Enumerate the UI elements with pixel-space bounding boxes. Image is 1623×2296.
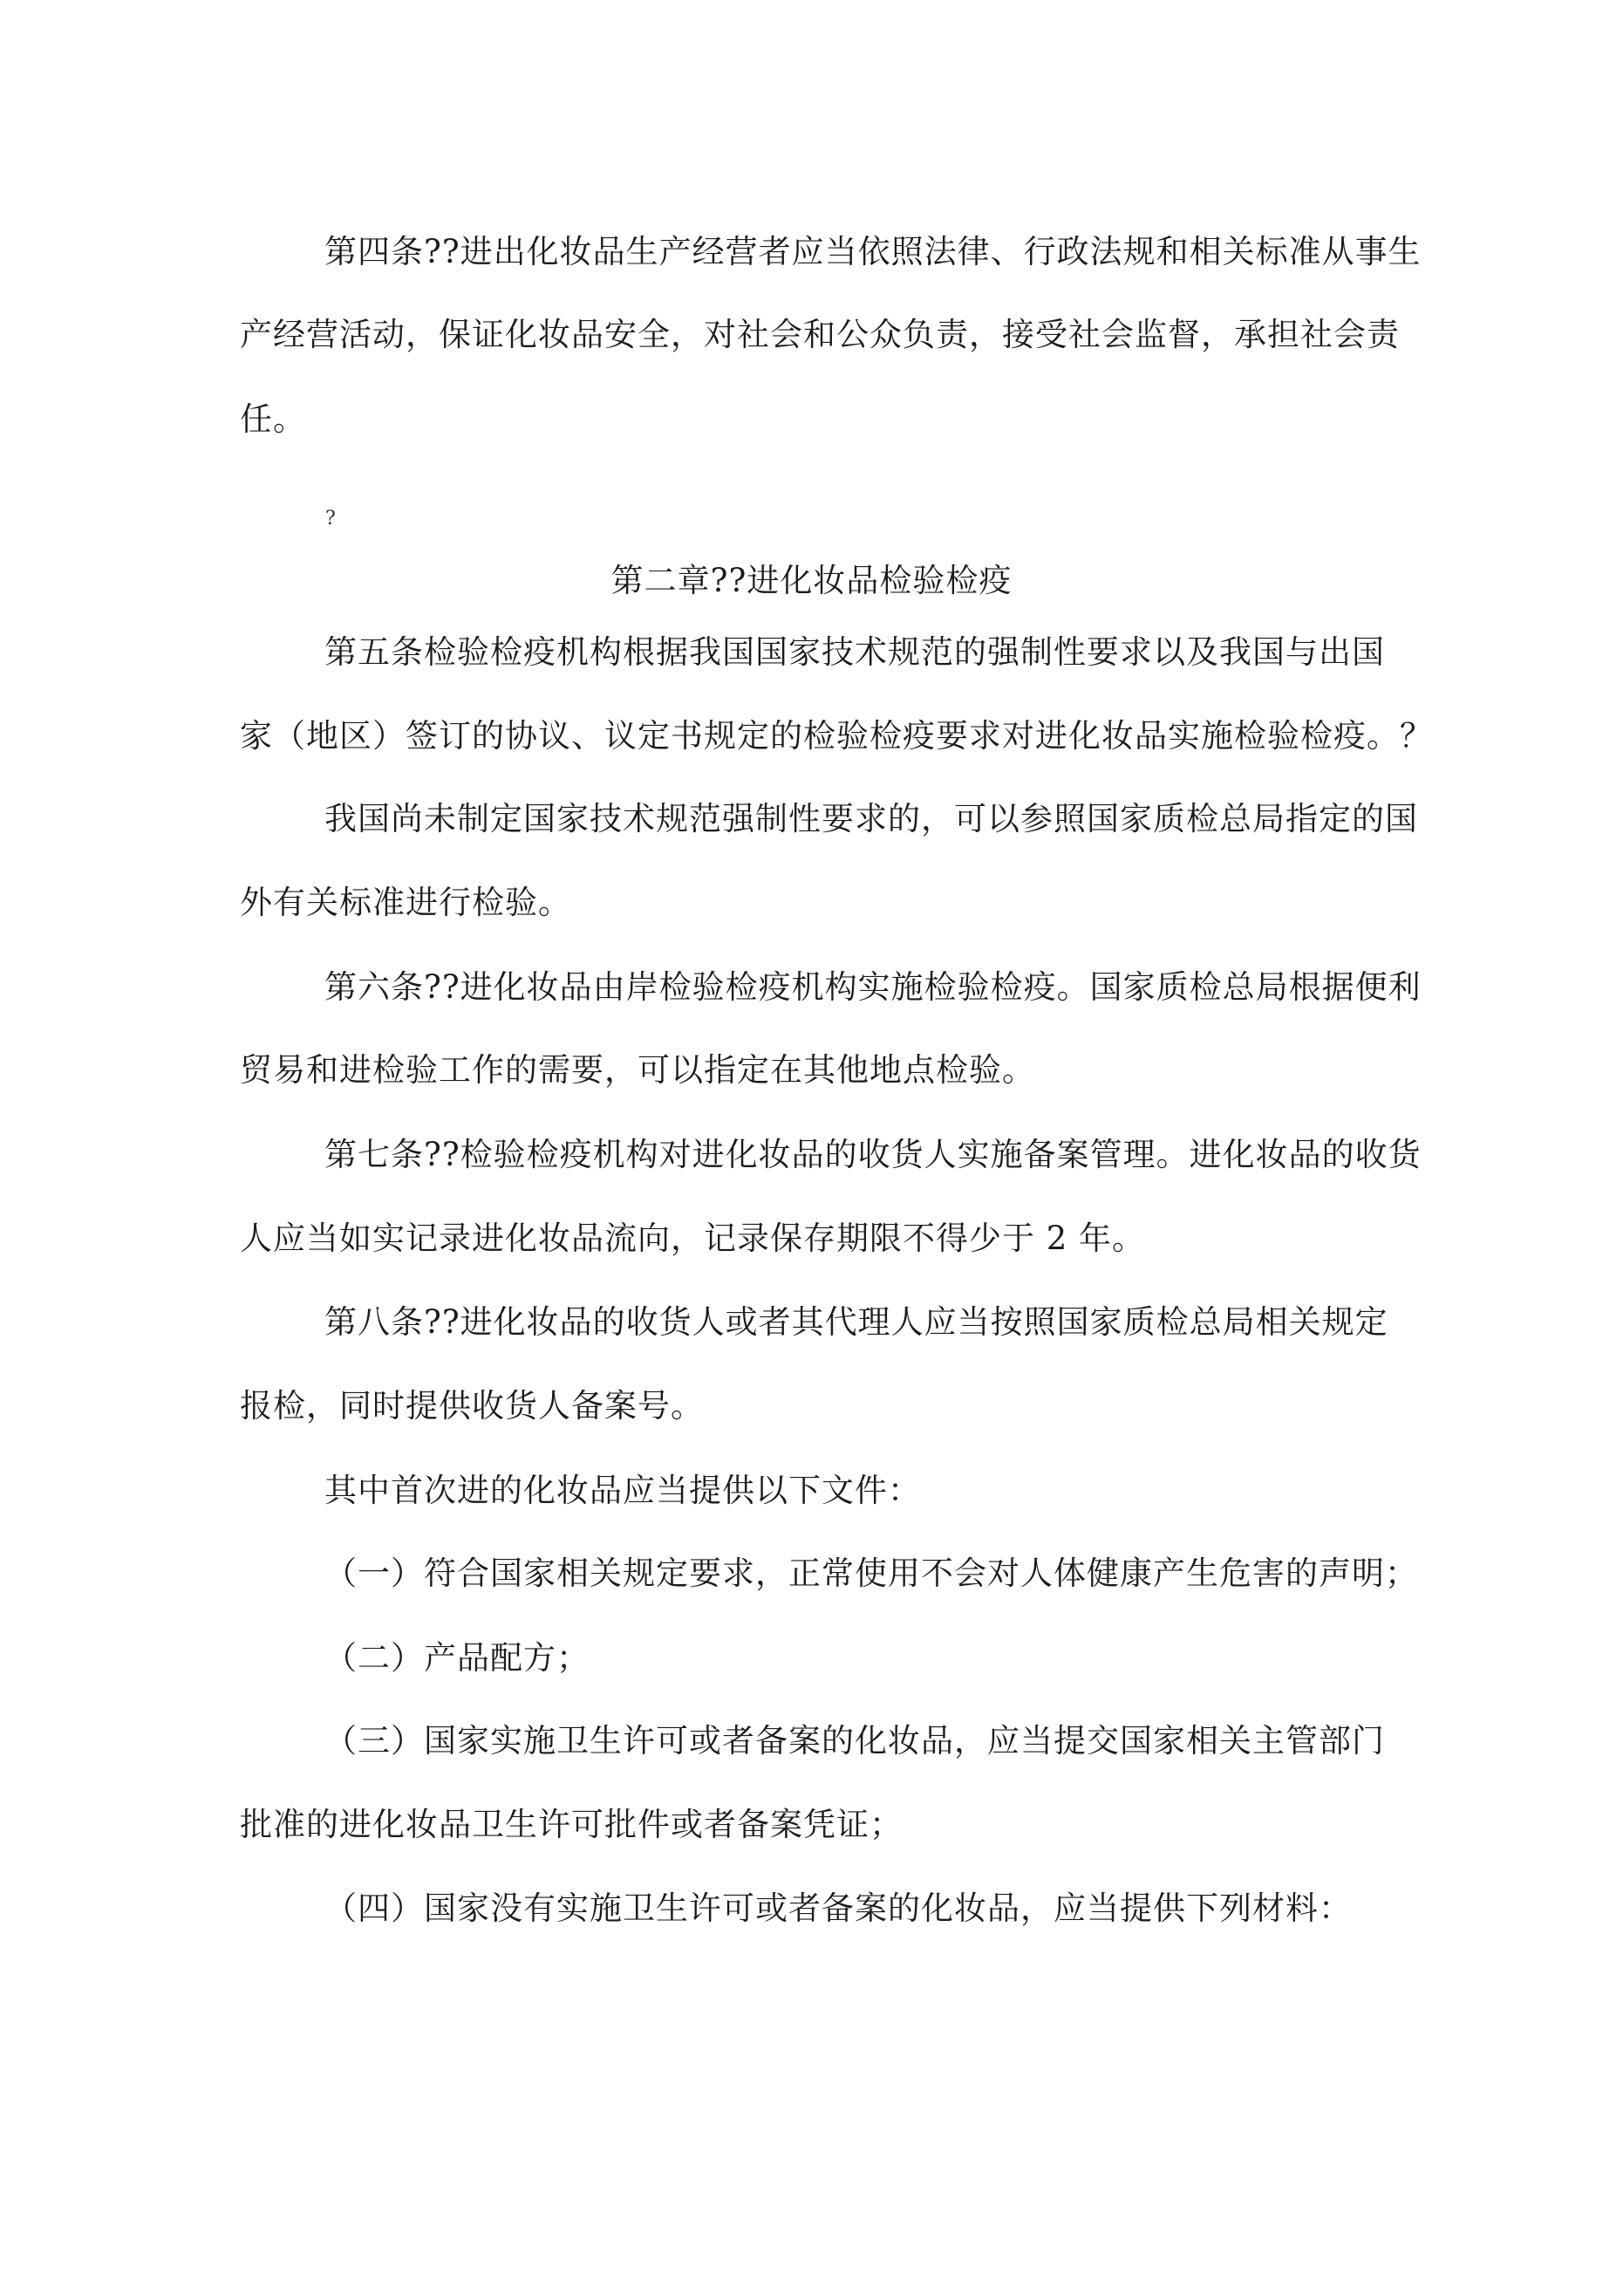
list-item-3-line-2: 批准的进化妆品卫生许可批件或者备案凭证；: [240, 1806, 903, 1843]
list-item-3-line-1: （三）国家实施卫生许可或者备案的化妆品，应当提交国家相关主管部门: [324, 1722, 1385, 1760]
article-8-line-2: 报检，同时提供收货人备案号。: [240, 1387, 704, 1425]
article-4-line-3: 任。: [240, 400, 306, 438]
list-item-1: （一）符合国家相关规定要求，正常使用不会对人体健康产生危害的声明；: [324, 1555, 1418, 1592]
list-item-2: （二）产品配方；: [324, 1639, 590, 1677]
article-4-line-2: 产经营活动，保证化妆品安全，对社会和公众负责，接受社会监督，承担社会责: [240, 316, 1400, 353]
article-6-line-2: 贸易和进检验工作的需要，可以指定在其他地点检验。: [240, 1051, 1035, 1089]
stray-question-mark: ?: [325, 508, 336, 530]
article-7-line-2: 人应当如实记录进化妆品流向，记录保存期限不得少于 2 年。: [240, 1220, 1146, 1257]
article-5-para-2-line-2: 外有关标准进行检验。: [240, 884, 571, 921]
article-5-line-1: 第五条检验检疫机构根据我国国家技术规范的强制性要求以及我国与出国: [324, 633, 1385, 671]
chapter-heading: 第二章??进化妆品检验检疫: [610, 562, 1013, 599]
list-item-4: （四）国家没有实施卫生许可或者备案的化妆品，应当提供下列材料：: [324, 1889, 1352, 1927]
article-8-para-2: 其中首次进的化妆品应当提供以下文件：: [324, 1472, 921, 1509]
article-6-line-1: 第六条??进化妆品由岸检验检疫机构实施检验检疫。国家质检总局根据便利: [324, 968, 1422, 1006]
article-4-line-1: 第四条??进出化妆品生产经营者应当依照法律、行政法规和相关标准从事生: [324, 233, 1422, 270]
article-5-line-2: 家（地区）签订的协议、议定书规定的检验检疫要求对进化妆品实施检验检疫。？: [240, 717, 1433, 755]
article-7-line-1: 第七条??检验检疫机构对进化妆品的收货人实施备案管理。进化妆品的收货: [324, 1136, 1422, 1173]
article-8-line-1: 第八条??进化妆品的收货人或者其代理人应当按照国家质检总局相关规定: [324, 1303, 1388, 1341]
article-5-para-2-line-1: 我国尚未制定国家技术规范强制性要求的，可以参照国家质检总局指定的国: [324, 800, 1418, 837]
